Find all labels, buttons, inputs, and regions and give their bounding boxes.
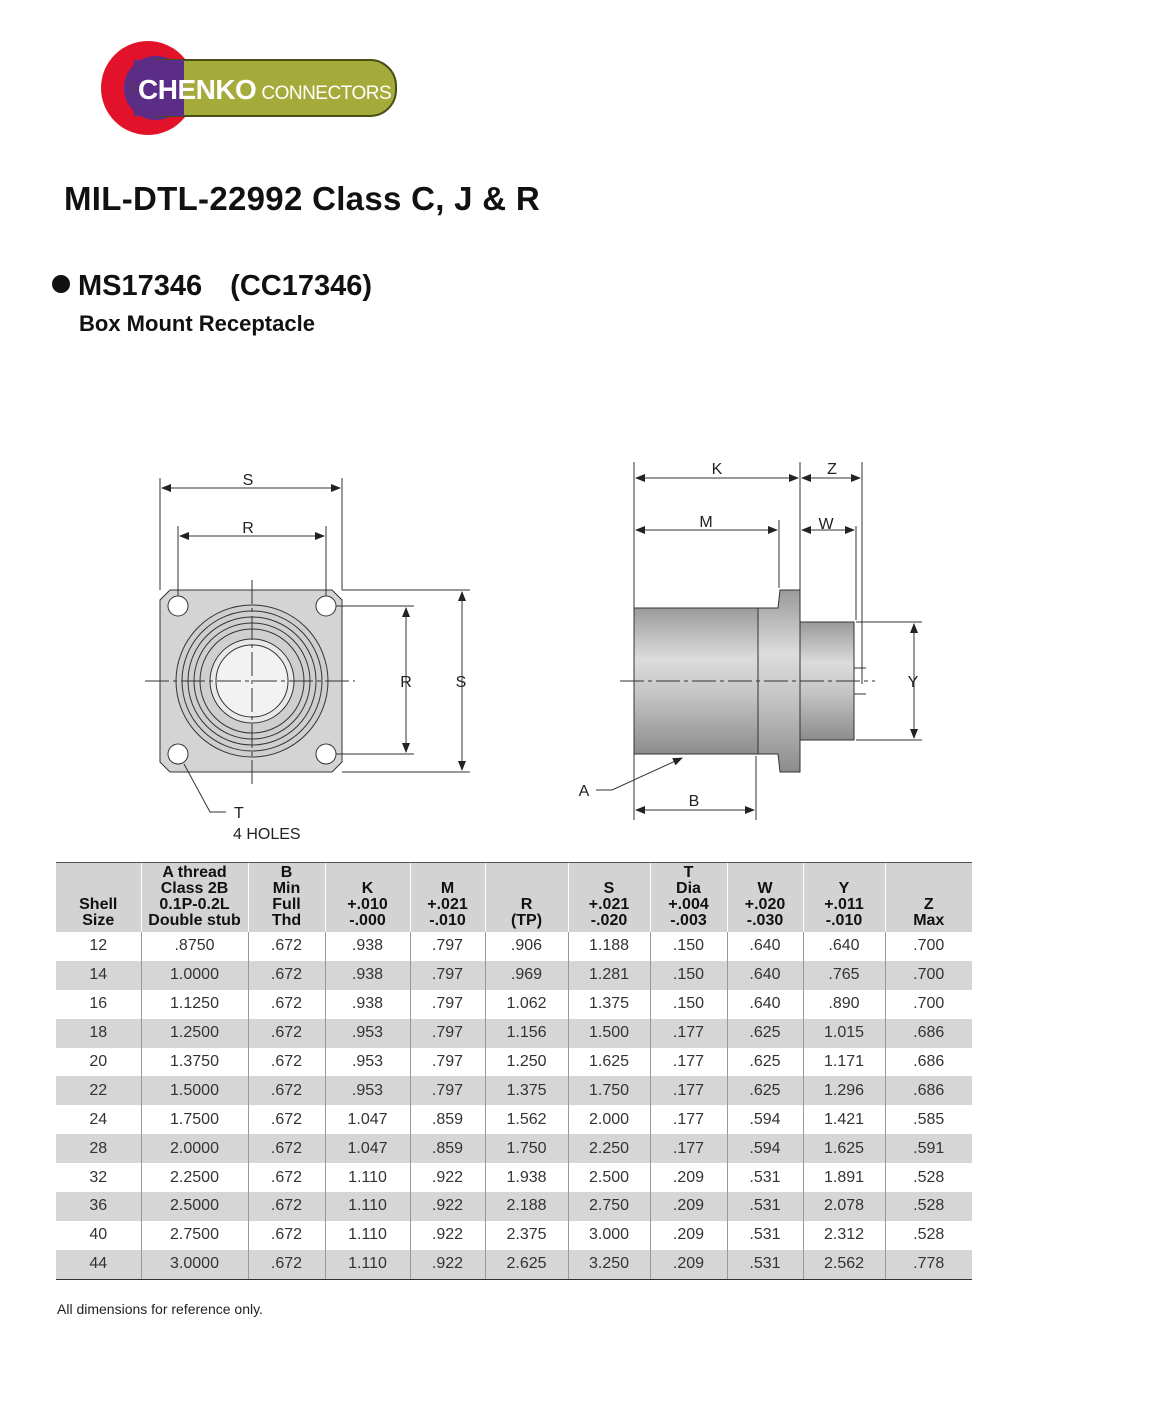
table-cell: .625 [727, 1019, 803, 1048]
table-cell: .640 [803, 932, 885, 961]
table-row [56, 1221, 972, 1250]
table-cell: 2.312 [803, 1221, 885, 1250]
column-header-line: Y [838, 880, 850, 897]
table-row [56, 961, 972, 990]
table-cell: .209 [650, 1163, 727, 1192]
table-cell: .700 [885, 932, 972, 961]
table-cell: .672 [248, 1076, 325, 1105]
table-cell: .890 [803, 990, 885, 1019]
table-cell: .797 [410, 990, 485, 1019]
column-header-line: M [440, 880, 455, 897]
table-cell: .672 [248, 961, 325, 990]
table-cell: .594 [727, 1105, 803, 1134]
dim-label-r-top: R [242, 520, 254, 537]
table-cell: 1.625 [803, 1134, 885, 1163]
column-header-line: +.021 [588, 896, 630, 913]
column-header-line: T [683, 864, 694, 881]
column-header [141, 863, 248, 933]
dim-label-z: Z [827, 461, 837, 478]
table-cell: 1.171 [803, 1048, 885, 1077]
dim-label-s-top: S [242, 472, 254, 489]
table-cell: .528 [885, 1163, 972, 1192]
dim-label-b: B [688, 793, 700, 810]
column-header [727, 863, 803, 933]
table-cell: .922 [410, 1192, 485, 1221]
technical-drawing [0, 440, 1155, 860]
column-header-line: +.010 [347, 896, 388, 913]
table-cell: .585 [885, 1105, 972, 1134]
dim-label-r-side: R [400, 674, 412, 691]
logo-brand: CHENKO [138, 74, 257, 105]
table-cell: .922 [410, 1163, 485, 1192]
table-row [56, 1134, 972, 1163]
table-cell: 2.188 [485, 1192, 568, 1221]
table-cell: .209 [650, 1221, 727, 1250]
table-cell: .859 [410, 1105, 485, 1134]
table-cell: 1.750 [568, 1076, 650, 1105]
table-cell: 18 [56, 1019, 141, 1048]
table-cell: 1.750 [485, 1134, 568, 1163]
table-row [56, 1250, 972, 1279]
table-cell: 2.0000 [141, 1134, 248, 1163]
table-cell: .672 [248, 932, 325, 961]
column-header-line: +.011 [824, 896, 864, 913]
table-cell: 1.110 [325, 1192, 410, 1221]
table-cell: .938 [325, 961, 410, 990]
table-cell: .686 [885, 1048, 972, 1077]
column-header-line: -.000 [349, 912, 386, 929]
column-header [325, 863, 410, 933]
part-number: MS17346 [78, 270, 203, 302]
part-description: Box Mount Receptacle [79, 311, 315, 336]
table-cell: .177 [650, 1134, 727, 1163]
dimensions-table [56, 862, 972, 1280]
table-cell: .686 [885, 1019, 972, 1048]
table-cell: .938 [325, 932, 410, 961]
table-cell: 2.078 [803, 1192, 885, 1221]
table-cell: 1.281 [568, 961, 650, 990]
table-cell: 1.421 [803, 1105, 885, 1134]
column-header [885, 863, 972, 933]
table-cell: 3.250 [568, 1250, 650, 1279]
table-cell: .531 [727, 1192, 803, 1221]
table-cell: .640 [727, 961, 803, 990]
table-cell: .594 [727, 1134, 803, 1163]
table-cell: 12 [89, 937, 108, 955]
table-row [56, 1163, 972, 1192]
column-header-line: (TP) [510, 912, 543, 929]
column-header-line: Dia [676, 880, 701, 897]
table-row [56, 1192, 972, 1221]
column-header-line: Thd [271, 912, 302, 929]
table-cell: 1.062 [485, 990, 568, 1019]
table-cell: .859 [410, 1134, 485, 1163]
column-header-line: -.020 [590, 912, 628, 929]
table-cell: .528 [885, 1221, 972, 1250]
table-cell: 1.0000 [141, 961, 248, 990]
table-cell: 22 [56, 1076, 141, 1105]
column-header [485, 863, 568, 933]
column-header [248, 863, 325, 933]
table-cell: .591 [885, 1134, 972, 1163]
table-cell: 1.938 [485, 1163, 568, 1192]
table-cell: .969 [485, 961, 568, 990]
table-cell: .953 [325, 1019, 410, 1048]
table-cell: .531 [727, 1163, 803, 1192]
table-cell: .672 [248, 990, 325, 1019]
table-cell: 2.7500 [141, 1221, 248, 1250]
column-header [650, 863, 727, 933]
table-cell: 1.625 [568, 1048, 650, 1077]
part-heading [52, 270, 372, 303]
column-header-line: -.010 [429, 912, 466, 929]
table-cell: .177 [650, 1019, 727, 1048]
table-cell: .672 [248, 1163, 325, 1192]
table-cell: .797 [410, 932, 485, 961]
table-cell: .953 [325, 1048, 410, 1077]
column-header [56, 863, 141, 933]
table-cell: .640 [727, 990, 803, 1019]
column-header-line: Full [272, 896, 301, 913]
document-title: MIL-DTL-22992 Class C, J & R [64, 180, 541, 217]
table-cell: 1.156 [485, 1019, 568, 1048]
column-header-line: -.030 [746, 912, 784, 929]
dim-label-t: T [234, 805, 244, 822]
table-cell: 1.110 [325, 1250, 410, 1279]
table-cell: 32 [89, 1168, 108, 1186]
table-cell: 1.891 [803, 1163, 885, 1192]
table-cell: .922 [410, 1221, 485, 1250]
table-cell: 1.047 [325, 1134, 410, 1163]
table-cell: 2.000 [568, 1105, 650, 1134]
table-cell: .953 [325, 1076, 410, 1105]
front-view [145, 478, 470, 812]
table-cell: 2.375 [485, 1221, 568, 1250]
dim-label-k: K [711, 461, 723, 478]
holes-label: 4 HOLES [233, 826, 301, 843]
table-cell: 44 [56, 1250, 141, 1279]
table-cell: .797 [410, 961, 485, 990]
table-cell: .209 [650, 1192, 727, 1221]
column-header-line: Shell [79, 896, 118, 913]
table-cell: 2.2500 [141, 1163, 248, 1192]
table-cell: .700 [885, 990, 972, 1019]
table-cell: .625 [727, 1048, 803, 1077]
table-cell: .177 [650, 1048, 727, 1077]
table-row [56, 1076, 972, 1105]
table-cell: .177 [650, 1105, 727, 1134]
table-cell: .672 [248, 1048, 325, 1077]
table-cell: 28 [56, 1134, 141, 1163]
column-header [568, 863, 650, 933]
table-cell: 1.375 [568, 990, 650, 1019]
table-cell: .531 [727, 1221, 803, 1250]
table-cell: .672 [248, 1019, 325, 1048]
column-header [803, 863, 885, 933]
column-header-line: Min [272, 880, 301, 897]
table-cell: .922 [410, 1250, 485, 1279]
table-cell: 1.296 [803, 1076, 885, 1105]
table-cell: .700 [885, 961, 972, 990]
column-header-line: 0.1P-0.2L [159, 896, 230, 913]
column-header-line: A thread [162, 864, 227, 881]
column-header-line: Z [923, 896, 934, 913]
table-cell: 36 [56, 1192, 141, 1221]
table-row [56, 932, 972, 961]
table-cell: .528 [885, 1192, 972, 1221]
side-view [596, 462, 922, 820]
alt-part-number: (CC17346) [230, 270, 372, 302]
table-row [56, 990, 972, 1019]
table-cell: 2.250 [568, 1134, 650, 1163]
table-cell: .8750 [141, 932, 248, 961]
column-header-line: W [757, 880, 773, 897]
table-cell: .797 [410, 1076, 485, 1105]
column-header [410, 863, 485, 933]
table-cell: 1.562 [485, 1105, 568, 1134]
table-cell: 3.0000 [141, 1250, 248, 1279]
bullet-icon [52, 275, 70, 293]
column-header-line: +.020 [744, 896, 786, 913]
table-cell: .672 [248, 1192, 325, 1221]
table-cell: .150 [650, 961, 727, 990]
table-cell: .672 [248, 1221, 325, 1250]
dim-label-s-side: S [455, 674, 467, 691]
column-header-line: Class 2B [160, 880, 229, 897]
table-cell: .531 [727, 1250, 803, 1279]
column-header-line: B [280, 864, 293, 881]
table-cell: .797 [410, 1019, 485, 1048]
table-cell: 2.500 [568, 1163, 650, 1192]
column-header-line: Size [82, 912, 115, 929]
table-cell: .672 [248, 1105, 325, 1134]
table-row [56, 1048, 972, 1077]
column-header-line: -.003 [670, 912, 707, 929]
table-cell: 1.047 [325, 1105, 410, 1134]
table-cell: .672 [248, 1250, 325, 1279]
company-logo [98, 38, 403, 138]
table-cell: 1.188 [568, 932, 650, 961]
table-cell: 1.7500 [141, 1105, 248, 1134]
table-cell: 1.2500 [141, 1019, 248, 1048]
table-cell: .209 [650, 1250, 727, 1279]
table-cell: .177 [650, 1076, 727, 1105]
column-header-line: +.021 [427, 896, 468, 913]
table-cell: 3.000 [568, 1221, 650, 1250]
table-cell: 1.375 [485, 1076, 568, 1105]
table-cell: 1.5000 [141, 1076, 248, 1105]
table-cell: .150 [650, 932, 727, 961]
table-cell: 1.500 [568, 1019, 650, 1048]
column-header-line: R [520, 896, 533, 913]
column-header-line: Max [913, 912, 945, 929]
table-cell: .906 [485, 932, 568, 961]
table-cell: 1.110 [325, 1221, 410, 1250]
table-cell: 2.625 [485, 1250, 568, 1279]
table-cell: 2.562 [803, 1250, 885, 1279]
table-cell: 40 [89, 1226, 108, 1244]
table-cell: .765 [803, 961, 885, 990]
column-header-line: S [603, 880, 615, 897]
table-row [56, 1105, 972, 1134]
table-cell: .150 [650, 990, 727, 1019]
table-cell: 16 [89, 995, 108, 1013]
table-cell: 1.015 [803, 1019, 885, 1048]
table-header-row [56, 863, 972, 933]
table-cell: 1.110 [325, 1163, 410, 1192]
table-body [56, 932, 972, 1279]
table-cell: 2.5000 [141, 1192, 248, 1221]
dim-label-m: M [699, 514, 713, 531]
table-cell: .778 [885, 1250, 972, 1279]
table-cell: 1.250 [485, 1048, 568, 1077]
table-cell: .686 [885, 1076, 972, 1105]
dim-label-a: A [578, 783, 590, 800]
column-header-line: -.010 [825, 912, 863, 929]
logo-text [138, 74, 391, 106]
column-header-line: Double stub [148, 912, 241, 929]
table-cell: 2.750 [568, 1192, 650, 1221]
table-cell: 1.3750 [141, 1048, 248, 1077]
table-cell: .938 [325, 990, 410, 1019]
dim-label-w: W [818, 516, 834, 533]
column-header-line: +.004 [668, 896, 709, 913]
table-cell: 24 [89, 1110, 108, 1128]
column-header-line: K [361, 880, 374, 897]
footnote: All dimensions for reference only. [57, 1301, 263, 1317]
table-cell: .625 [727, 1076, 803, 1105]
table-cell: 1.1250 [141, 990, 248, 1019]
dim-label-y: Y [907, 674, 919, 691]
table-row [56, 1019, 972, 1048]
table-cell: 20 [89, 1053, 108, 1070]
table-cell: 14 [56, 961, 141, 990]
table-cell: .672 [248, 1134, 325, 1163]
logo-suffix: CONNECTORS [261, 83, 392, 104]
table-cell: .640 [727, 932, 803, 961]
table-cell: .797 [410, 1048, 485, 1077]
